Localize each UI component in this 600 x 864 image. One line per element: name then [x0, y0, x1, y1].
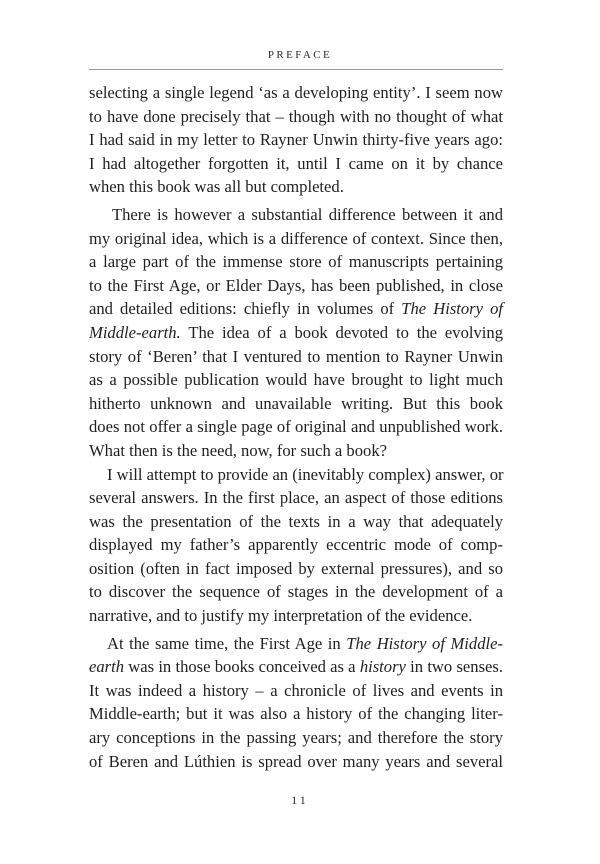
running-head-rule [89, 69, 503, 70]
text-line: my original idea, which is a difference of context. Since then, [89, 228, 503, 248]
paragraph-4 [89, 632, 503, 774]
text-line [89, 632, 503, 656]
text-run: At the same time, the First Age in [107, 633, 341, 653]
text-line [89, 655, 503, 679]
text-line: I will attempt to provide an (inevitably complex) answer, or [107, 464, 504, 484]
italic-title: Middle-earth. [89, 322, 181, 342]
text-line: to the First Age, or Elder Days, has been published, in close [89, 275, 503, 295]
text-line: displayed my father’s apparently eccentric mode of comp- [89, 535, 503, 555]
text-run: and detailed editions: chiefly in volumes of [89, 299, 395, 319]
text-run: in two senses. [410, 657, 503, 677]
text-run: The idea of a book devoted to the evolving [188, 322, 503, 342]
text-line: selecting a single legend ‘as a developing entity’. I seem now [89, 83, 503, 102]
text-line [89, 321, 503, 345]
text-line: ary conceptions in the passing years; and therefore the story [89, 728, 503, 748]
text-line: several answers. In the first place, an aspect of those editions [89, 488, 503, 508]
text-line: narrative, and to justify my interpretation of the evidence. [89, 606, 473, 626]
text-line [89, 297, 503, 321]
page-number: 11 [291, 793, 309, 807]
text-line: of Beren and Lúthien is spread over many years and several [89, 751, 503, 771]
running-head: PREFACE [267, 49, 333, 61]
text-line: does not offer a single page of original and unpublished work. [89, 417, 503, 437]
paragraph-1 [89, 81, 503, 199]
text-line: to have done precisely that – though with no thought of what [89, 106, 503, 126]
text-line: It was indeed a history – a chronicle of lives and events in [89, 680, 503, 700]
text-line: to discover the sequence of stages in the development of a [89, 582, 503, 602]
text-line: I had altogether forgotten it, until I came on it by chance [89, 153, 503, 173]
body-text [89, 81, 503, 773]
text-line: hitherto unknown and unavailable writing. But this book [89, 393, 503, 413]
text-line: was the presentation of the texts in a way that adequately [89, 511, 503, 531]
paragraph-2 [89, 203, 503, 463]
text-line: There is however a substantial difference between it and [112, 204, 503, 224]
text-line: osition (often in fact imposed by external pressures), and so [89, 558, 503, 578]
text-line: when this book was all but completed. [89, 177, 344, 197]
text-line: as a possible publication would have brought to light much [89, 370, 503, 390]
italic-title: earth [89, 657, 125, 677]
text-line: What then is the need, now, for such a book? [89, 440, 387, 460]
text-line: story of ‘Beren’ that I ventured to mention to Rayner Unwin [89, 346, 503, 366]
text-line: I had said in my letter to Rayner Unwin thirty-five years ago: [89, 130, 503, 150]
italic-word: history [359, 657, 406, 677]
italic-title: The History of Middle- [346, 633, 503, 653]
italic-title: The History of [401, 299, 503, 319]
text-line: Middle-earth; but it was also a history of the changing liter- [89, 704, 503, 724]
text-run: was in those books conceived as a [128, 657, 356, 677]
paragraph-3 [89, 463, 503, 628]
text-line: a large part of the immense store of manuscripts pertaining [89, 252, 503, 272]
